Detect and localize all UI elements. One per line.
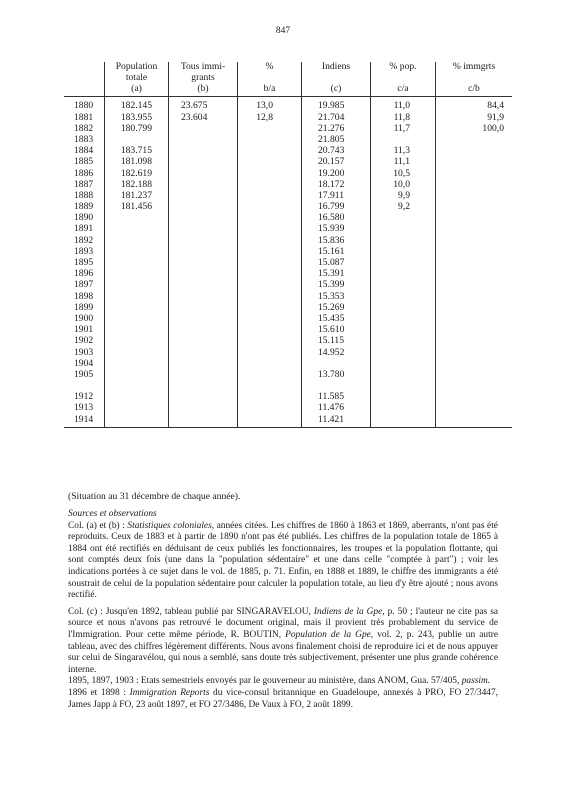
table-row [64, 325, 512, 336]
table-cell [371, 236, 436, 247]
table-cell [371, 370, 436, 381]
situation-note: (Situation au 31 décembre de chaque année). [68, 491, 241, 502]
table-row [64, 392, 512, 403]
table-cell: 1902 [74, 335, 94, 347]
table-cell [105, 258, 169, 269]
table-cell [169, 336, 238, 347]
table-cell [238, 370, 302, 381]
header-population: Population totale (a) [105, 62, 169, 97]
table-cell [169, 213, 238, 224]
table-cell: 1912 [74, 391, 94, 403]
table-cell [105, 236, 169, 247]
table-cell: 21.805 [302, 135, 371, 146]
table-cell: 12,8 [238, 113, 302, 124]
table-cell: 183.955 [105, 113, 169, 124]
table-row [64, 124, 512, 135]
table-cell [436, 247, 513, 258]
header-pct-immgrts: % immgrts c/b [436, 62, 513, 97]
table-cell: 19.985 [302, 97, 371, 113]
table-cell [371, 280, 436, 291]
table-cell [436, 325, 513, 336]
table-cell: 20.157 [302, 157, 371, 168]
table-row [64, 236, 512, 247]
table-cell [436, 135, 513, 146]
sources-heading: Sources et observations [68, 509, 157, 519]
table-row [64, 303, 512, 314]
table-cell: 182.145 [105, 97, 169, 113]
table-header-row [64, 62, 512, 97]
table-cell [169, 381, 238, 392]
table-cell [169, 303, 238, 314]
table-cell [436, 269, 513, 280]
table-cell [169, 236, 238, 247]
table-row [64, 359, 512, 370]
table-cell [371, 303, 436, 314]
table-row [64, 224, 512, 235]
table-cell [169, 224, 238, 235]
table-cell [105, 314, 169, 325]
table-cell [238, 303, 302, 314]
table-cell [105, 415, 169, 428]
header-indiens: Indiens (c) [302, 62, 371, 97]
table-cell [105, 280, 169, 291]
table-cell [238, 169, 302, 180]
table-cell: 16.580 [302, 213, 371, 224]
table-cell [238, 247, 302, 258]
table-cell [238, 135, 302, 146]
table-cell: 181.456 [105, 202, 169, 213]
table-cell [436, 381, 513, 392]
table-cell [169, 258, 238, 269]
table-cell [436, 213, 513, 224]
table-cell [105, 392, 169, 403]
table-cell: 15.939 [302, 224, 371, 235]
note-years-1895: 1895, 1897, 1903 : Etats semestriels envoyés par le gouverneur au ministère, dans ANOM, Gua. 57/405, passim. [68, 676, 491, 687]
table-cell [105, 213, 169, 224]
table-cell: 15.353 [302, 292, 371, 303]
table-cell: 91,9 [436, 113, 513, 124]
table-cell: 11,0 [371, 97, 436, 113]
table-body [64, 97, 512, 427]
table-cell: 13,0 [238, 97, 302, 113]
table-cell: 15.391 [302, 269, 371, 280]
table-cell: 15.087 [302, 258, 371, 269]
table-row [64, 97, 512, 113]
table-cell: 21.276 [302, 124, 371, 135]
table-cell [436, 191, 513, 202]
table-cell [169, 169, 238, 180]
table-cell [169, 247, 238, 258]
table-cell: 15.115 [302, 336, 371, 347]
table-cell [436, 403, 513, 414]
table-cell [169, 403, 238, 414]
table-row [64, 292, 512, 303]
table-cell: 1895 [74, 257, 94, 269]
table-cell: 17.911 [302, 191, 371, 202]
table-cell: 15.610 [302, 325, 371, 336]
table-cell [169, 180, 238, 191]
table-cell [238, 124, 302, 135]
table-cell: 1914 [64, 415, 105, 428]
table-cell [238, 336, 302, 347]
table-cell [371, 258, 436, 269]
table-cell: 1901 [74, 324, 94, 336]
table-cell [169, 370, 238, 381]
table-cell: 15.399 [302, 280, 371, 291]
table-cell: 23.675 [169, 97, 238, 113]
table-cell: 21.704 [302, 113, 371, 124]
table-cell [371, 269, 436, 280]
table-cell [169, 292, 238, 303]
table-cell [436, 180, 513, 191]
table-cell [371, 381, 436, 392]
table-row [64, 336, 512, 347]
table-cell [436, 169, 513, 180]
table-cell: 1885 [74, 156, 94, 168]
table-row [64, 213, 512, 224]
table-cell: 183.715 [105, 146, 169, 157]
table-cell [238, 403, 302, 414]
table-cell: 18.172 [302, 180, 371, 191]
table-cell: 182.619 [105, 169, 169, 180]
table-cell [105, 303, 169, 314]
table-cell [238, 236, 302, 247]
table-cell: 19.200 [302, 169, 371, 180]
table-cell: 100,0 [436, 124, 513, 135]
table-row [64, 247, 512, 258]
population-table [64, 62, 512, 428]
note-years-1896: 1896 et 1898 : Immigration Reports du vice-consul britannique en Guadeloupe, annexés à PRO, FO 27/3447, James Japp à FO, 23 août 1897, et FO 27/3486, De Vaux à FO, 2 août 1899. [68, 687, 498, 710]
table-cell: 1886 [74, 167, 94, 179]
table-cell: 1887 [74, 178, 94, 190]
table-cell [238, 325, 302, 336]
table-cell [238, 314, 302, 325]
table-cell: 1892 [74, 234, 94, 246]
table-cell [169, 325, 238, 336]
table-cell: 11.421 [302, 415, 371, 428]
table-cell: 182.188 [105, 180, 169, 191]
table-cell [371, 314, 436, 325]
table-cell: 15.836 [302, 236, 371, 247]
table-cell: 15.269 [302, 303, 371, 314]
table-cell: 1898 [74, 290, 94, 302]
table-cell [169, 191, 238, 202]
table-cell [238, 146, 302, 157]
table-row [64, 269, 512, 280]
table-cell: 84,4 [436, 97, 513, 113]
table-cell: 15.435 [302, 314, 371, 325]
table-cell [436, 415, 513, 428]
table-row [64, 202, 512, 213]
table-cell [169, 359, 238, 370]
table-cell: 1913 [74, 402, 94, 414]
table-cell [169, 124, 238, 135]
table-cell [169, 146, 238, 157]
header-immigrants: Tous immi- grants (b) [169, 62, 238, 97]
table-cell: 1904 [74, 357, 94, 369]
table-cell: 11.476 [302, 403, 371, 414]
table-cell [371, 213, 436, 224]
header-year [64, 62, 105, 97]
table-row [64, 348, 512, 359]
table-cell [238, 258, 302, 269]
table-cell: 1900 [74, 312, 94, 324]
table-cell [436, 292, 513, 303]
table-cell: 1884 [74, 145, 94, 157]
table-cell [436, 202, 513, 213]
table-cell [169, 202, 238, 213]
table-row [64, 157, 512, 168]
table-cell [105, 403, 169, 414]
table-cell [238, 269, 302, 280]
table-row [64, 403, 512, 414]
table-cell [238, 415, 302, 428]
table-cell: 23.604 [169, 113, 238, 124]
table-cell [371, 224, 436, 235]
note-col-c: Col. (c) : Jusqu'en 1892, tableau publié par SINGARAVELOU, Indiens de la Gpe, p. 50 ; l'auteur ne cite pas sa source et nous n'avons pas retrouvé le document original, mais il provient très probablement du service de l'Immigration. Pour cette même période, R. BOUTIN, Population de la Gpe, vol. 2, p. 243, publie un autre tableau, avec des chiffres légèrement différents. Nous avons finalement choisi de reproduire ici et de nous appuyer sur celui de Singaravélou, qui nous a semblé, sans doute très subjectivement, présenter une plus grande cohérence interne. [68, 606, 498, 675]
page-number: 847 [275, 26, 291, 36]
table-cell [169, 392, 238, 403]
table-cell [105, 370, 169, 381]
table-cell [436, 314, 513, 325]
table-cell [169, 269, 238, 280]
table-cell: 180.799 [105, 124, 169, 135]
table-cell [436, 392, 513, 403]
table-cell [371, 403, 436, 414]
table-cell: 1881 [74, 111, 94, 123]
table-cell [238, 224, 302, 235]
table-cell: 1890 [74, 212, 94, 224]
table-cell: 9,9 [371, 191, 436, 202]
table-cell [436, 224, 513, 235]
table-cell [371, 359, 436, 370]
table-cell: 1897 [74, 279, 94, 291]
table-row [64, 381, 512, 392]
table-cell: 11.585 [302, 392, 371, 403]
table-cell: 1888 [74, 189, 94, 201]
table-cell: 1903 [74, 346, 94, 358]
table-cell [238, 392, 302, 403]
table-cell: 11,3 [371, 146, 436, 157]
table-cell [105, 269, 169, 280]
table-cell: 1893 [74, 245, 94, 257]
table-cell [371, 336, 436, 347]
table-cell: 10,5 [371, 169, 436, 180]
table-cell: 181.098 [105, 157, 169, 168]
table-cell [436, 157, 513, 168]
table-cell [238, 191, 302, 202]
table-cell [169, 348, 238, 359]
table-cell [105, 348, 169, 359]
table-cell: 1882 [74, 122, 94, 134]
table-cell: 16.799 [302, 202, 371, 213]
table-cell [169, 157, 238, 168]
header-pct-pop: % pop. c/a [371, 62, 436, 97]
table-cell: 1905 [74, 368, 94, 380]
table-cell [238, 359, 302, 370]
table-cell [169, 280, 238, 291]
table-cell [169, 135, 238, 146]
table-cell [105, 247, 169, 258]
table-cell [238, 348, 302, 359]
table-cell: 11,7 [371, 124, 436, 135]
table-cell [436, 258, 513, 269]
table-cell [371, 292, 436, 303]
table-cell [436, 303, 513, 314]
table-row [64, 370, 512, 381]
table-cell [436, 146, 513, 157]
header-pct-ba: % b/a [238, 62, 302, 97]
table-cell [238, 213, 302, 224]
table-cell [238, 381, 302, 392]
table-row [64, 314, 512, 325]
table-cell [238, 157, 302, 168]
table-cell [436, 359, 513, 370]
table-cell: 9,2 [371, 202, 436, 213]
table-cell [436, 336, 513, 347]
table-cell [105, 325, 169, 336]
table-cell: 14.952 [302, 348, 371, 359]
table-cell [238, 180, 302, 191]
table-cell [371, 247, 436, 258]
table-cell: 11,8 [371, 113, 436, 124]
table-cell [436, 370, 513, 381]
table-cell: 15.161 [302, 247, 371, 258]
sources-notes [68, 509, 498, 711]
table-cell: 20.743 [302, 146, 371, 157]
table-cell [371, 415, 436, 428]
table-cell [105, 224, 169, 235]
table-row [64, 280, 512, 291]
table-cell [238, 280, 302, 291]
table-cell: 13.780 [302, 370, 371, 381]
table-row [64, 258, 512, 269]
table-cell [105, 381, 169, 392]
table-cell [238, 202, 302, 213]
table-cell [436, 236, 513, 247]
table-cell: 181.237 [105, 191, 169, 202]
table-cell [371, 348, 436, 359]
table-cell [371, 325, 436, 336]
table-cell [436, 280, 513, 291]
table-row [64, 415, 512, 428]
table-cell [169, 415, 238, 428]
table-cell: 1891 [74, 223, 94, 235]
table-cell: 1883 [74, 133, 94, 145]
table-cell: 1899 [74, 301, 94, 313]
table-cell [371, 392, 436, 403]
table-cell [436, 348, 513, 359]
note-col-ab: Col. (a) et (b) : Statistiques coloniales, années citées. Les chiffres de 1860 à 1863 et 1869, aberrants, n'ont pas été reproduits. Ceux de 1883 et à partir de 1890 n'ont pas été publiés. Les chiffres de la population totale de 1865 à 1884 ont été rectifiés en déduisant de ceux publiés les fonctionnaires, les troupes et la population flottante, qui sont comptés deux fois (une dans la "population sédentaire" et une dans celle "comptée à part") ; voir les indications portées à ce sujet dans le vol. de 1885, p. 71. Enfin, en 1888 et 1889, le chiffre des immigrants a été soustrait de celui de la population sédentaire pour calculer la population totale, au lieu d'y être ajouté ; nous avons rectifié. [68, 520, 498, 601]
table-cell: 1896 [74, 268, 94, 280]
table-cell [105, 336, 169, 347]
table-cell [105, 359, 169, 370]
table-cell: 10,0 [371, 180, 436, 191]
table-cell: 1889 [74, 201, 94, 213]
table-cell [105, 292, 169, 303]
table-cell [169, 314, 238, 325]
table-cell: 11,1 [371, 157, 436, 168]
table-cell: 1880 [74, 100, 94, 112]
table-cell [238, 292, 302, 303]
